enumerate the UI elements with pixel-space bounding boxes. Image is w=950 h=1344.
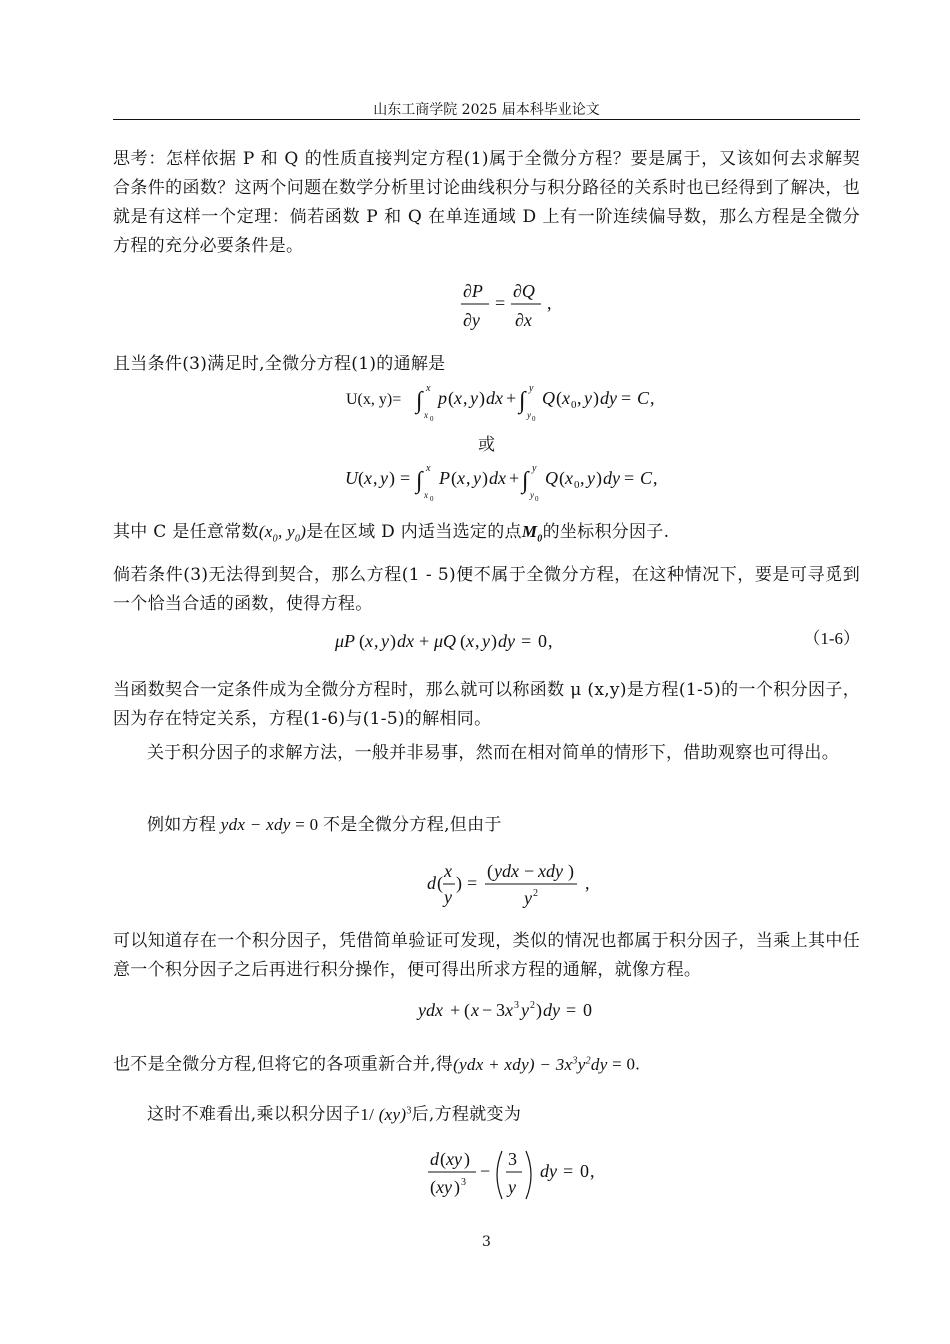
svg-text:ydx: ydx bbox=[418, 1000, 443, 1020]
text-segment: 的坐标积分因子. bbox=[542, 522, 670, 542]
svg-text:=: = bbox=[467, 873, 478, 893]
paragraph-integrating-factor-def: 当函数契合一定条件成为全微分方程时，那么就可以称函数 μ (x,y)是方程(1-5)的一个积分因子，因为存在特定关系，方程(1-6)与(1-5)的解相同。 bbox=[113, 680, 860, 729]
svg-text:,: , bbox=[577, 388, 582, 408]
svg-text:+: + bbox=[506, 388, 517, 408]
svg-text:x: x bbox=[424, 410, 428, 420]
paragraph-multiply-factor bbox=[113, 1096, 860, 1130]
text-segment: 这时不难看出,乘以积分因子 bbox=[147, 1104, 361, 1125]
svg-text:y: y bbox=[521, 1000, 529, 1020]
svg-text:y: y bbox=[584, 388, 592, 408]
svg-text:): ) bbox=[456, 873, 462, 893]
svg-text:x: x bbox=[471, 1000, 479, 1020]
svg-text:=: = bbox=[624, 468, 635, 488]
svg-text:(: ( bbox=[464, 1000, 470, 1020]
svg-text:P: P bbox=[439, 468, 450, 488]
svg-text:xdy: xdy bbox=[538, 861, 563, 881]
text-segment: 例如方程 bbox=[147, 815, 217, 835]
svg-text:,: , bbox=[548, 631, 553, 651]
svg-text:x: x bbox=[505, 1000, 513, 1020]
svg-text:0: 0 bbox=[535, 495, 539, 503]
svg-text:0: 0 bbox=[430, 415, 434, 423]
paragraph-methods: 关于积分因子的求解方法，一般并非易事，然而在相对简单的情形下，借助观察也可得出。 bbox=[147, 743, 839, 763]
svg-text:−: − bbox=[524, 861, 535, 881]
svg-text:): ) bbox=[389, 468, 395, 488]
svg-text:0: 0 bbox=[583, 1000, 592, 1020]
svg-text:Q: Q bbox=[545, 468, 558, 488]
page-number: 3 bbox=[482, 1234, 491, 1250]
svg-text:): ) bbox=[464, 1149, 470, 1169]
equation-differential-example bbox=[113, 855, 860, 913]
svg-text:=: = bbox=[400, 468, 411, 488]
text-segment: 不是全微分方程,但由于 bbox=[322, 815, 502, 835]
svg-text:−: − bbox=[482, 1000, 493, 1020]
svg-text:,: , bbox=[580, 468, 585, 488]
svg-text:y: y bbox=[482, 631, 490, 651]
svg-text:): ) bbox=[482, 468, 488, 488]
svg-text:(: ( bbox=[430, 1177, 436, 1197]
equation-general-solution-2 bbox=[113, 460, 860, 504]
svg-text:): ) bbox=[491, 631, 497, 651]
svg-text:(: ( bbox=[440, 1149, 446, 1169]
text-segment: 其中 C 是任意常数 bbox=[113, 522, 259, 542]
svg-text:x: x bbox=[364, 468, 372, 488]
inline-math-equals-zero: = 0 bbox=[295, 815, 323, 834]
svg-text:x: x bbox=[365, 631, 373, 651]
svg-text:3: 3 bbox=[496, 1000, 505, 1020]
svg-text:=: = bbox=[566, 1000, 577, 1020]
text-segment: 是在区域 D 内适当选定的点 bbox=[306, 522, 522, 542]
inline-math-point-coords: ($x_0$, $y_0$) bbox=[258, 522, 307, 545]
svg-text:0: 0 bbox=[532, 415, 536, 423]
svg-text:y: y bbox=[380, 468, 388, 488]
svg-text:∫: ∫ bbox=[416, 468, 423, 494]
svg-text:U(x, y)=: U(x, y)= bbox=[346, 391, 402, 408]
svg-text:dy: dy bbox=[540, 1161, 557, 1181]
running-header: 山东工商学院 2025 届本科毕业论文 bbox=[113, 101, 860, 120]
svg-text:ydx: ydx bbox=[494, 861, 519, 881]
svg-text:): ) bbox=[593, 388, 599, 408]
svg-text:y: y bbox=[527, 410, 531, 420]
svg-text:dx: dx bbox=[486, 388, 503, 408]
svg-text:Q: Q bbox=[542, 388, 555, 408]
equation-second-example bbox=[113, 996, 860, 1026]
svg-text:dx: dx bbox=[489, 468, 506, 488]
equation-number: （1-6） bbox=[803, 629, 860, 648]
svg-text:∂Q: ∂Q bbox=[513, 281, 535, 301]
equation-exactness-condition bbox=[113, 276, 860, 334]
svg-text:y: y bbox=[524, 888, 532, 908]
svg-text:dx: dx bbox=[397, 631, 414, 651]
svg-text:μQ: μQ bbox=[434, 631, 457, 651]
svg-text:(: ( bbox=[460, 631, 466, 651]
svg-text:x: x bbox=[426, 463, 431, 474]
svg-text:2: 2 bbox=[533, 888, 538, 899]
svg-text:y: y bbox=[381, 631, 389, 651]
svg-text:y: y bbox=[530, 490, 534, 500]
svg-text:,: , bbox=[590, 1161, 595, 1181]
svg-text:(: ( bbox=[359, 631, 365, 651]
svg-text:x: x bbox=[426, 383, 431, 394]
svg-text:p: p bbox=[438, 388, 447, 408]
svg-text:x: x bbox=[454, 388, 462, 408]
text-segment: 后,方程就变为 bbox=[411, 1104, 522, 1125]
equation-general-solution-1 bbox=[113, 380, 860, 424]
svg-text:): ) bbox=[479, 388, 485, 408]
paragraph-think: 思考：怎样依据 P 和 Q 的性质直接判定方程(1)属于全微分方程？要是属于，又该如何去求解契合条件的函数？这两个问题在数学分析里讨论曲线积分与积分路径的关系时也已经得到了解决，也就是有这样一个定理：倘若函数 P 和 Q 在单连通域 D 上有一阶连续偏导数，那么方程是全微分方程的充分必要条件是。 bbox=[113, 149, 860, 256]
svg-text:): ) bbox=[390, 631, 396, 651]
svg-text:y: y bbox=[473, 468, 481, 488]
svg-text:y: y bbox=[470, 388, 478, 408]
svg-text:x: x bbox=[424, 490, 428, 500]
svg-text:+: + bbox=[509, 468, 520, 488]
svg-text:,: , bbox=[547, 293, 552, 313]
svg-text:,: , bbox=[463, 388, 468, 408]
svg-text:(: ( bbox=[358, 468, 364, 488]
svg-text:∫: ∫ bbox=[519, 388, 526, 414]
svg-text:x: x bbox=[444, 861, 452, 881]
svg-text:=: = bbox=[495, 293, 506, 313]
svg-text:x: x bbox=[562, 388, 570, 408]
svg-text:(: ( bbox=[448, 388, 454, 408]
svg-text:3: 3 bbox=[514, 1000, 519, 1011]
svg-text:C: C bbox=[637, 388, 650, 408]
svg-text:): ) bbox=[454, 1177, 460, 1197]
svg-text:dy: dy bbox=[603, 468, 620, 488]
inline-math-regrouped: $(ydx + xdy) - 3x^3y^2dy$ bbox=[453, 1054, 608, 1074]
svg-text:y: y bbox=[532, 463, 537, 474]
or-word: 或 bbox=[478, 435, 495, 455]
svg-text:0: 0 bbox=[538, 631, 547, 651]
svg-text:(: ( bbox=[556, 388, 562, 408]
paragraph-general-solution-intro: 且当条件(3)满足时,全微分方程(1)的通解是 bbox=[113, 354, 446, 374]
svg-text:=: = bbox=[621, 388, 632, 408]
svg-text:d: d bbox=[427, 873, 436, 893]
svg-text:0: 0 bbox=[580, 1161, 589, 1181]
svg-text:,: , bbox=[653, 468, 658, 488]
equation-transformed bbox=[113, 1145, 860, 1205]
paragraph-observation: 可以知道存在一个积分因子，凭借简单验证可发现，类似的情况也都属于积分因子，当乘上其中任意一个积分因子之后再进行积分操作，便可得出所求方程的通解，就像方程。 bbox=[113, 931, 860, 980]
svg-text:μP: μP bbox=[335, 631, 356, 651]
svg-text:x: x bbox=[565, 468, 573, 488]
svg-text:): ) bbox=[536, 1000, 542, 1020]
svg-text:d: d bbox=[430, 1149, 439, 1169]
inline-math-m0: $M_0$ bbox=[521, 522, 543, 545]
svg-text:,: , bbox=[475, 631, 480, 651]
inline-math-ydx-xdy: ydx − xdy bbox=[216, 815, 296, 834]
svg-text:y: y bbox=[508, 1177, 516, 1197]
svg-text:0: 0 bbox=[574, 479, 580, 491]
paragraph-regroup bbox=[113, 1046, 860, 1080]
svg-text:,: , bbox=[585, 873, 590, 893]
paragraph-not-exact: 倘若条件(3)无法得到契合，那么方程(1 - 5)便不属于全微分方程，在这种情况下，要是可寻觅到一个恰当合适的函数，使得方程。 bbox=[113, 565, 860, 614]
svg-text:,: , bbox=[650, 388, 655, 408]
svg-text:dy: dy bbox=[543, 1000, 560, 1020]
inline-math-factor: 1/ (xy)$^3$ bbox=[360, 1104, 412, 1124]
svg-text:xy: xy bbox=[446, 1149, 462, 1169]
svg-text:(: ( bbox=[487, 861, 493, 881]
text-segment: 也不是全微分方程,但将它的各项重新合并,得 bbox=[113, 1054, 454, 1075]
svg-text:C: C bbox=[640, 468, 653, 488]
svg-text:∫: ∫ bbox=[522, 468, 529, 494]
svg-text:(: ( bbox=[451, 468, 457, 488]
equation-exactness-svg bbox=[113, 276, 860, 334]
svg-text:,: , bbox=[374, 631, 379, 651]
svg-text:3: 3 bbox=[508, 1149, 517, 1169]
svg-text:): ) bbox=[596, 468, 602, 488]
svg-text:y: y bbox=[587, 468, 595, 488]
paragraph-example bbox=[113, 810, 860, 840]
paragraph-constant-explanation bbox=[113, 517, 860, 553]
svg-text:(: ( bbox=[559, 468, 565, 488]
svg-text:0: 0 bbox=[430, 495, 434, 503]
svg-text:xy: xy bbox=[436, 1177, 452, 1197]
svg-text:−: − bbox=[480, 1161, 491, 1181]
svg-text:∂y: ∂y bbox=[463, 310, 480, 330]
svg-text:∂P: ∂P bbox=[463, 281, 483, 301]
svg-text:0: 0 bbox=[571, 399, 577, 411]
svg-text:2: 2 bbox=[530, 1000, 535, 1011]
inline-math-equals-zero: = 0. bbox=[607, 1054, 640, 1074]
svg-text:U: U bbox=[345, 468, 358, 488]
svg-text:3: 3 bbox=[461, 1177, 466, 1188]
equation-1-6 bbox=[113, 627, 860, 657]
svg-text:∫: ∫ bbox=[416, 388, 423, 414]
svg-text:dy: dy bbox=[498, 631, 515, 651]
svg-text:x: x bbox=[466, 631, 474, 651]
svg-text:+: + bbox=[450, 1000, 461, 1020]
svg-text:=: = bbox=[563, 1161, 574, 1181]
svg-text:+: + bbox=[419, 631, 430, 651]
svg-text:,: , bbox=[373, 468, 378, 488]
svg-text:dy: dy bbox=[600, 388, 617, 408]
svg-text:y: y bbox=[529, 383, 534, 394]
svg-text:): ) bbox=[568, 861, 574, 881]
svg-text:y: y bbox=[444, 887, 452, 907]
svg-text:(: ( bbox=[437, 873, 443, 893]
svg-text:,: , bbox=[466, 468, 471, 488]
svg-text:x: x bbox=[457, 468, 465, 488]
svg-text:∂x: ∂x bbox=[515, 310, 532, 330]
svg-text:=: = bbox=[521, 631, 532, 651]
